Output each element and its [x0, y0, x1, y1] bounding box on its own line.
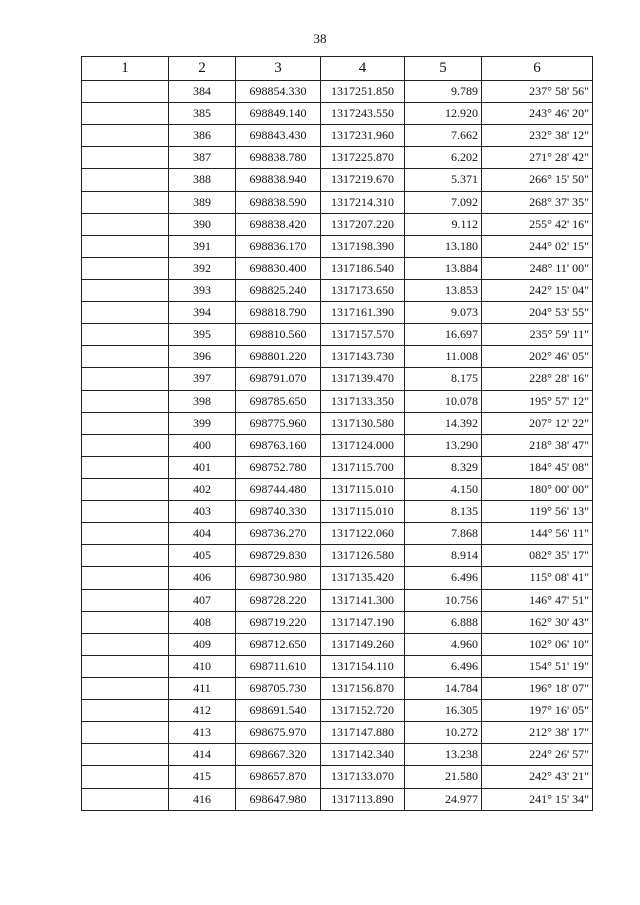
cell-col1: [82, 766, 169, 788]
cell-y-coordinate: 1317133.070: [321, 766, 405, 788]
table-row: [82, 589, 593, 611]
cell-col1: [82, 125, 169, 147]
cell-distance: 12.920: [405, 103, 482, 125]
cell-col1: [82, 390, 169, 412]
cell-distance: 8.329: [405, 456, 482, 478]
cell-x-coordinate: 698854.330: [236, 81, 321, 103]
cell-point-number: 411: [169, 677, 236, 699]
cell-col1: [82, 633, 169, 655]
cell-point-number: 408: [169, 611, 236, 633]
cell-x-coordinate: 698719.220: [236, 611, 321, 633]
cell-y-coordinate: 1317115.010: [321, 478, 405, 500]
cell-distance: 6.202: [405, 147, 482, 169]
cell-y-coordinate: 1317126.580: [321, 545, 405, 567]
cell-x-coordinate: 698711.610: [236, 655, 321, 677]
cell-distance: 13.853: [405, 279, 482, 301]
cell-y-coordinate: 1317141.300: [321, 589, 405, 611]
cell-col1: [82, 169, 169, 191]
cell-distance: 13.180: [405, 235, 482, 257]
cell-y-coordinate: 1317161.390: [321, 302, 405, 324]
cell-point-number: 384: [169, 81, 236, 103]
cell-distance: 21.580: [405, 766, 482, 788]
cell-bearing: 102° 06' 10": [482, 633, 593, 655]
cell-distance: 4.960: [405, 633, 482, 655]
cell-bearing: 228° 28' 16": [482, 368, 593, 390]
cell-distance: 16.305: [405, 700, 482, 722]
cell-distance: 8.175: [405, 368, 482, 390]
cell-col1: [82, 81, 169, 103]
cell-x-coordinate: 698744.480: [236, 478, 321, 500]
cell-y-coordinate: 1317157.570: [321, 324, 405, 346]
table-row: [82, 412, 593, 434]
cell-point-number: 402: [169, 478, 236, 500]
cell-x-coordinate: 698825.240: [236, 279, 321, 301]
cell-col1: [82, 191, 169, 213]
cell-bearing: 242° 15' 04": [482, 279, 593, 301]
cell-y-coordinate: 1317207.220: [321, 213, 405, 235]
table-row: [82, 788, 593, 810]
column-header: 1: [82, 57, 169, 81]
cell-col1: [82, 501, 169, 523]
cell-x-coordinate: 698691.540: [236, 700, 321, 722]
cell-x-coordinate: 698838.420: [236, 213, 321, 235]
cell-bearing: 196° 18' 07": [482, 677, 593, 699]
cell-y-coordinate: 1317115.700: [321, 456, 405, 478]
column-header: 6: [482, 57, 593, 81]
cell-point-number: 409: [169, 633, 236, 655]
cell-col1: [82, 147, 169, 169]
cell-distance: 7.868: [405, 523, 482, 545]
cell-x-coordinate: 698849.140: [236, 103, 321, 125]
cell-y-coordinate: 1317231.960: [321, 125, 405, 147]
cell-point-number: 404: [169, 523, 236, 545]
cell-col1: [82, 788, 169, 810]
table-row: [82, 213, 593, 235]
cell-point-number: 403: [169, 501, 236, 523]
cell-x-coordinate: 698729.830: [236, 545, 321, 567]
cell-y-coordinate: 1317122.060: [321, 523, 405, 545]
cell-point-number: 406: [169, 567, 236, 589]
cell-y-coordinate: 1317147.880: [321, 722, 405, 744]
cell-bearing: 184° 45' 08": [482, 456, 593, 478]
cell-bearing: 202° 46' 05": [482, 346, 593, 368]
cell-point-number: 395: [169, 324, 236, 346]
cell-y-coordinate: 1317225.870: [321, 147, 405, 169]
table-row: [82, 169, 593, 191]
cell-y-coordinate: 1317152.720: [321, 700, 405, 722]
cell-y-coordinate: 1317142.340: [321, 744, 405, 766]
cell-y-coordinate: 1317147.190: [321, 611, 405, 633]
cell-distance: 6.888: [405, 611, 482, 633]
cell-bearing: 082° 35' 17": [482, 545, 593, 567]
cell-distance: 6.496: [405, 655, 482, 677]
cell-x-coordinate: 698791.070: [236, 368, 321, 390]
cell-x-coordinate: 698712.650: [236, 633, 321, 655]
table-row: [82, 279, 593, 301]
table-row: [82, 390, 593, 412]
cell-point-number: 392: [169, 257, 236, 279]
cell-bearing: 237° 58' 56": [482, 81, 593, 103]
cell-point-number: 399: [169, 412, 236, 434]
cell-bearing: 146° 47' 51": [482, 589, 593, 611]
table-row: [82, 103, 593, 125]
cell-x-coordinate: 698775.960: [236, 412, 321, 434]
table-row: [82, 302, 593, 324]
cell-col1: [82, 434, 169, 456]
cell-point-number: 397: [169, 368, 236, 390]
cell-bearing: 144° 56' 11": [482, 523, 593, 545]
cell-bearing: 255° 42' 16": [482, 213, 593, 235]
cell-x-coordinate: 698705.730: [236, 677, 321, 699]
table-row: [82, 655, 593, 677]
cell-point-number: 394: [169, 302, 236, 324]
table-row: [82, 456, 593, 478]
cell-y-coordinate: 1317156.870: [321, 677, 405, 699]
cell-y-coordinate: 1317113.890: [321, 788, 405, 810]
cell-col1: [82, 567, 169, 589]
cell-x-coordinate: 698728.220: [236, 589, 321, 611]
table-row: [82, 478, 593, 500]
table-row: [82, 523, 593, 545]
cell-y-coordinate: 1317130.580: [321, 412, 405, 434]
cell-x-coordinate: 698801.220: [236, 346, 321, 368]
cell-distance: 9.073: [405, 302, 482, 324]
cell-point-number: 401: [169, 456, 236, 478]
cell-col1: [82, 368, 169, 390]
cell-col1: [82, 523, 169, 545]
cell-point-number: 412: [169, 700, 236, 722]
cell-col1: [82, 103, 169, 125]
column-header: 5: [405, 57, 482, 81]
cell-x-coordinate: 698730.980: [236, 567, 321, 589]
cell-bearing: 195° 57' 12": [482, 390, 593, 412]
cell-distance: 14.784: [405, 677, 482, 699]
cell-x-coordinate: 698843.430: [236, 125, 321, 147]
cell-distance: 6.496: [405, 567, 482, 589]
cell-x-coordinate: 698785.650: [236, 390, 321, 412]
cell-point-number: 413: [169, 722, 236, 744]
table-row: [82, 191, 593, 213]
cell-point-number: 400: [169, 434, 236, 456]
cell-col1: [82, 611, 169, 633]
cell-col1: [82, 412, 169, 434]
cell-point-number: 385: [169, 103, 236, 125]
column-header: 2: [169, 57, 236, 81]
table-row: [82, 434, 593, 456]
cell-distance: 24.977: [405, 788, 482, 810]
cell-point-number: 396: [169, 346, 236, 368]
cell-col1: [82, 545, 169, 567]
cell-distance: 11.008: [405, 346, 482, 368]
table-row: [82, 545, 593, 567]
cell-distance: 4.150: [405, 478, 482, 500]
cell-bearing: 271° 28' 42": [482, 147, 593, 169]
table-row: [82, 346, 593, 368]
cell-bearing: 197° 16' 05": [482, 700, 593, 722]
cell-bearing: 224° 26' 57": [482, 744, 593, 766]
cell-x-coordinate: 698838.940: [236, 169, 321, 191]
cell-y-coordinate: 1317251.850: [321, 81, 405, 103]
cell-x-coordinate: 698830.400: [236, 257, 321, 279]
cell-bearing: 268° 37' 35": [482, 191, 593, 213]
cell-y-coordinate: 1317135.420: [321, 567, 405, 589]
cell-bearing: 218° 38' 47": [482, 434, 593, 456]
cell-y-coordinate: 1317243.550: [321, 103, 405, 125]
cell-x-coordinate: 698736.270: [236, 523, 321, 545]
cell-y-coordinate: 1317149.260: [321, 633, 405, 655]
cell-distance: 13.238: [405, 744, 482, 766]
cell-y-coordinate: 1317143.730: [321, 346, 405, 368]
table-row: [82, 722, 593, 744]
cell-distance: 13.290: [405, 434, 482, 456]
cell-x-coordinate: 698838.590: [236, 191, 321, 213]
cell-bearing: 212° 38' 17": [482, 722, 593, 744]
cell-col1: [82, 235, 169, 257]
cell-x-coordinate: 698740.330: [236, 501, 321, 523]
cell-bearing: 235° 59' 11": [482, 324, 593, 346]
cell-point-number: 386: [169, 125, 236, 147]
table-row: [82, 324, 593, 346]
table-row: [82, 700, 593, 722]
table-row: [82, 633, 593, 655]
table-row: [82, 677, 593, 699]
table-row: [82, 257, 593, 279]
cell-y-coordinate: 1317139.470: [321, 368, 405, 390]
cell-col1: [82, 677, 169, 699]
cell-bearing: 242° 43' 21": [482, 766, 593, 788]
table-row: [82, 611, 593, 633]
table-body: [82, 81, 593, 811]
table-row: [82, 125, 593, 147]
cell-x-coordinate: 698657.870: [236, 766, 321, 788]
cell-bearing: 266° 15' 50": [482, 169, 593, 191]
cell-point-number: 414: [169, 744, 236, 766]
cell-point-number: 405: [169, 545, 236, 567]
cell-distance: 9.112: [405, 213, 482, 235]
cell-bearing: 154° 51' 19": [482, 655, 593, 677]
cell-x-coordinate: 698810.560: [236, 324, 321, 346]
cell-y-coordinate: 1317124.000: [321, 434, 405, 456]
cell-col1: [82, 213, 169, 235]
coordinates-table: [81, 56, 593, 811]
table-row: [82, 501, 593, 523]
cell-distance: 8.914: [405, 545, 482, 567]
cell-col1: [82, 655, 169, 677]
cell-point-number: 389: [169, 191, 236, 213]
column-header: 3: [236, 57, 321, 81]
cell-bearing: 232° 38' 12": [482, 125, 593, 147]
cell-bearing: 243° 46' 20": [482, 103, 593, 125]
cell-point-number: 416: [169, 788, 236, 810]
cell-point-number: 390: [169, 213, 236, 235]
cell-point-number: 410: [169, 655, 236, 677]
table-row: [82, 235, 593, 257]
table-row: [82, 744, 593, 766]
cell-y-coordinate: 1317198.390: [321, 235, 405, 257]
cell-distance: 5.371: [405, 169, 482, 191]
cell-x-coordinate: 698752.780: [236, 456, 321, 478]
cell-point-number: 388: [169, 169, 236, 191]
cell-col1: [82, 589, 169, 611]
cell-y-coordinate: 1317154.110: [321, 655, 405, 677]
cell-bearing: 162° 30' 43": [482, 611, 593, 633]
cell-y-coordinate: 1317219.670: [321, 169, 405, 191]
cell-col1: [82, 478, 169, 500]
cell-col1: [82, 302, 169, 324]
cell-col1: [82, 744, 169, 766]
cell-x-coordinate: 698763.160: [236, 434, 321, 456]
cell-point-number: 391: [169, 235, 236, 257]
cell-col1: [82, 700, 169, 722]
cell-point-number: 398: [169, 390, 236, 412]
cell-x-coordinate: 698818.790: [236, 302, 321, 324]
page-number: 38: [313, 31, 327, 46]
table-row: [82, 368, 593, 390]
table-row: [82, 81, 593, 103]
cell-distance: 7.092: [405, 191, 482, 213]
cell-distance: 10.756: [405, 589, 482, 611]
column-header: 4: [321, 57, 405, 81]
cell-bearing: 180° 00' 00": [482, 478, 593, 500]
cell-point-number: 387: [169, 147, 236, 169]
cell-bearing: 207° 12' 22": [482, 412, 593, 434]
cell-y-coordinate: 1317133.350: [321, 390, 405, 412]
cell-x-coordinate: 698675.970: [236, 722, 321, 744]
cell-bearing: 248° 11' 00": [482, 257, 593, 279]
cell-x-coordinate: 698647.980: [236, 788, 321, 810]
cell-bearing: 241° 15' 34": [482, 788, 593, 810]
cell-distance: 9.789: [405, 81, 482, 103]
cell-col1: [82, 279, 169, 301]
cell-col1: [82, 324, 169, 346]
cell-distance: 10.078: [405, 390, 482, 412]
cell-distance: 7.662: [405, 125, 482, 147]
cell-y-coordinate: 1317186.540: [321, 257, 405, 279]
cell-col1: [82, 346, 169, 368]
cell-y-coordinate: 1317214.310: [321, 191, 405, 213]
cell-bearing: 244° 02' 15": [482, 235, 593, 257]
cell-y-coordinate: 1317115.010: [321, 501, 405, 523]
table-row: [82, 567, 593, 589]
cell-distance: 16.697: [405, 324, 482, 346]
table-header-row: [82, 57, 593, 81]
cell-x-coordinate: 698667.320: [236, 744, 321, 766]
cell-bearing: 204° 53' 55": [482, 302, 593, 324]
cell-distance: 14.392: [405, 412, 482, 434]
cell-col1: [82, 456, 169, 478]
cell-bearing: 115° 08' 41": [482, 567, 593, 589]
cell-distance: 8.135: [405, 501, 482, 523]
cell-y-coordinate: 1317173.650: [321, 279, 405, 301]
cell-point-number: 407: [169, 589, 236, 611]
cell-bearing: 119° 56' 13": [482, 501, 593, 523]
cell-col1: [82, 722, 169, 744]
cell-distance: 13.884: [405, 257, 482, 279]
table-row: [82, 766, 593, 788]
cell-x-coordinate: 698838.780: [236, 147, 321, 169]
cell-point-number: 415: [169, 766, 236, 788]
cell-col1: [82, 257, 169, 279]
cell-point-number: 393: [169, 279, 236, 301]
table-row: [82, 147, 593, 169]
cell-distance: 10.272: [405, 722, 482, 744]
cell-x-coordinate: 698836.170: [236, 235, 321, 257]
